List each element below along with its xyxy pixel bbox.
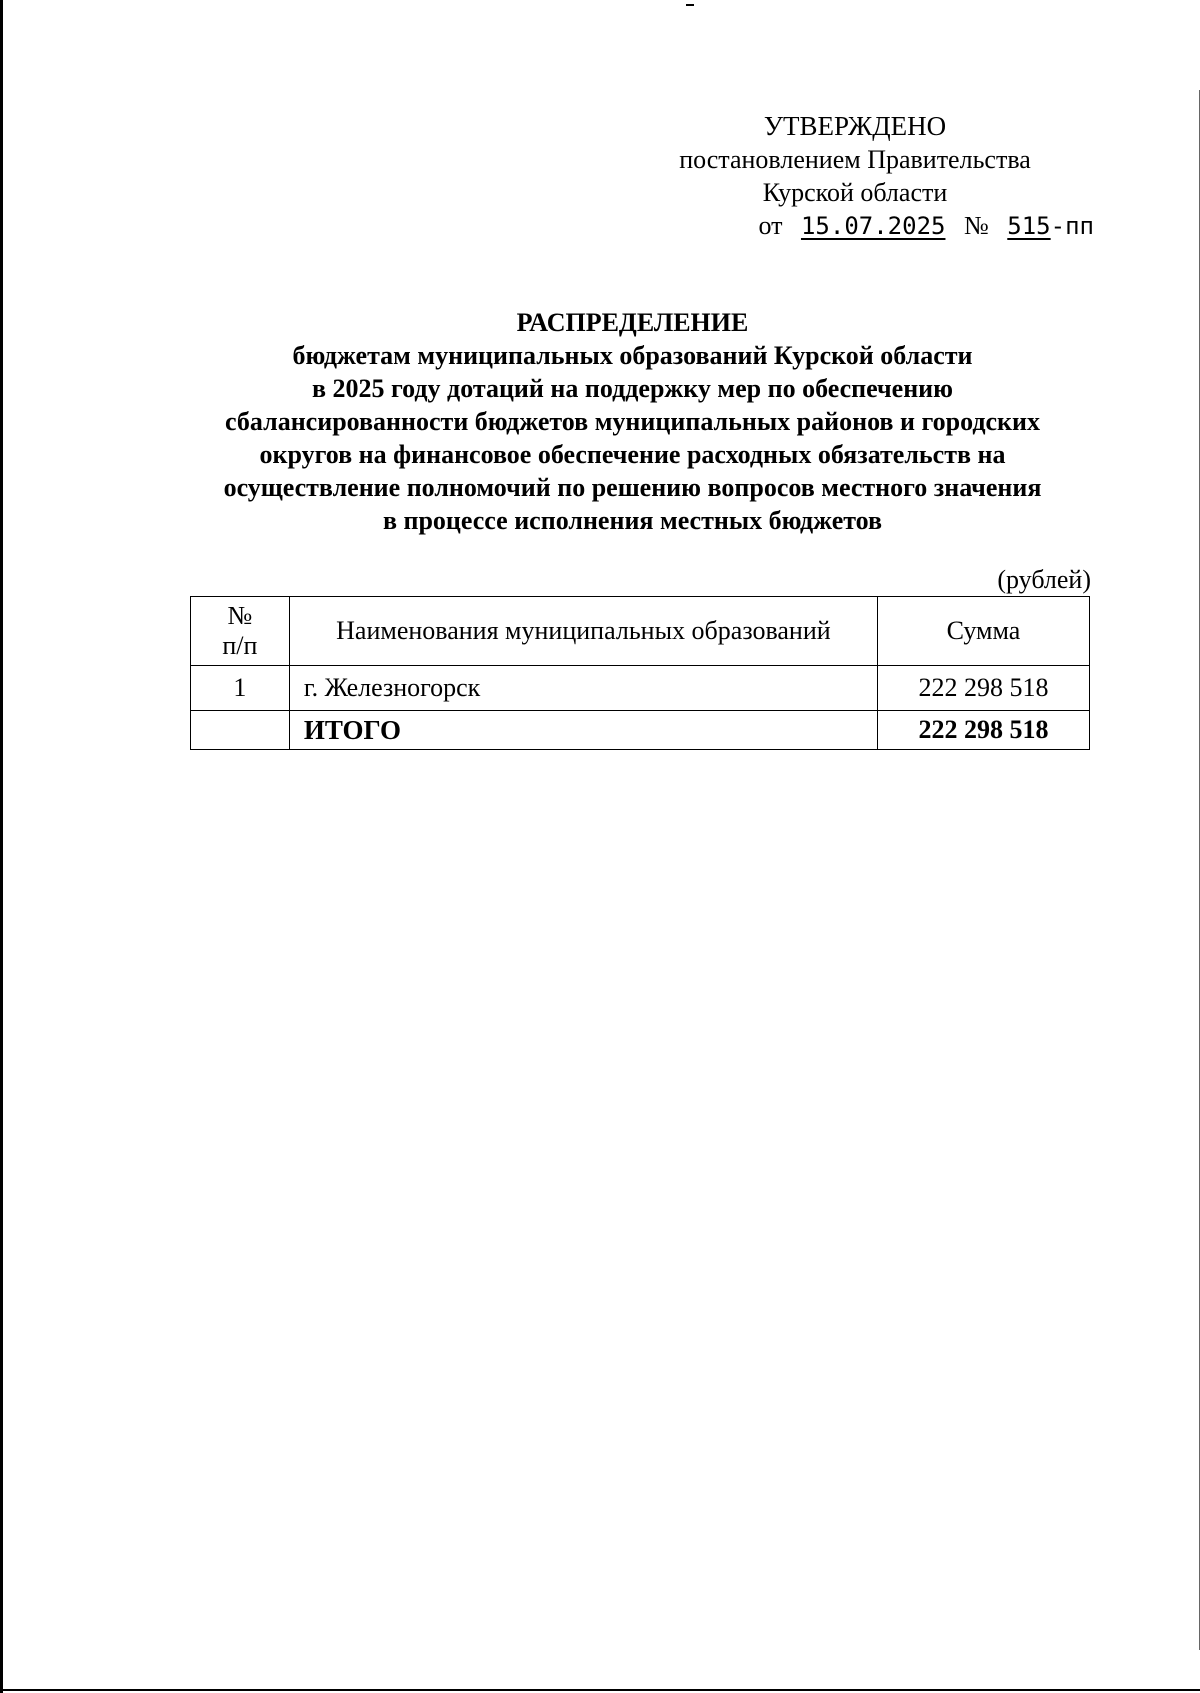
units-label: (рублей) [997, 565, 1091, 594]
header-number [191, 597, 290, 666]
row-sum: 222 298 518 [877, 666, 1089, 711]
title-line-2: в 2025 году дотаций на поддержку мер по обеспечению [311, 374, 954, 403]
document-title [150, 306, 1115, 537]
approval-line-region: Курской области [762, 178, 948, 207]
total-label: ИТОГО [289, 711, 877, 750]
title-line-1: бюджетам муниципальных образований Курской области [292, 341, 973, 370]
scan-speck [686, 4, 694, 6]
approval-date: 15.07.2025 [800, 212, 946, 240]
title-line-6: в процессе исполнения местных бюджетов [382, 506, 883, 535]
approval-date-number-line [620, 209, 1094, 243]
title-line-3: сбалансированности бюджетов муниципальных районов и городских [225, 407, 1040, 436]
total-empty-cell [191, 711, 290, 750]
header-sum: Сумма [877, 597, 1089, 666]
total-sum: 222 298 518 [877, 711, 1089, 750]
header-number-symbol: № [227, 601, 253, 630]
row-name: г. Железногорск [289, 666, 877, 711]
table-total-row [191, 711, 1090, 750]
table-header-row [191, 597, 1090, 666]
header-number-abbr: п/п [222, 631, 258, 660]
title-line-4: округов на финансовое обеспечение расходных обязательств на [259, 440, 1006, 469]
approval-number-suffix: -пп [1050, 212, 1094, 240]
table-row [191, 666, 1090, 711]
title-line-5: осуществление полномочий по решению вопросов местного значения [223, 473, 1042, 502]
approval-stamp-block [620, 110, 1094, 243]
title-heading: РАСПРЕДЕЛЕНИЕ [516, 308, 749, 337]
header-name: Наименования муниципальных образований [289, 597, 877, 666]
approval-line-resolution: постановлением Правительства [679, 145, 1031, 174]
approval-number: 515 [1007, 212, 1051, 240]
number-prefix: № [963, 211, 989, 240]
approval-stamp: УТВЕРЖДЕНО [763, 111, 947, 141]
distribution-table [190, 596, 1090, 750]
date-prefix: от [758, 211, 783, 240]
scan-edge-bottom [0, 1689, 1200, 1691]
row-number: 1 [191, 666, 290, 711]
scan-edge-left [0, 0, 3, 1693]
